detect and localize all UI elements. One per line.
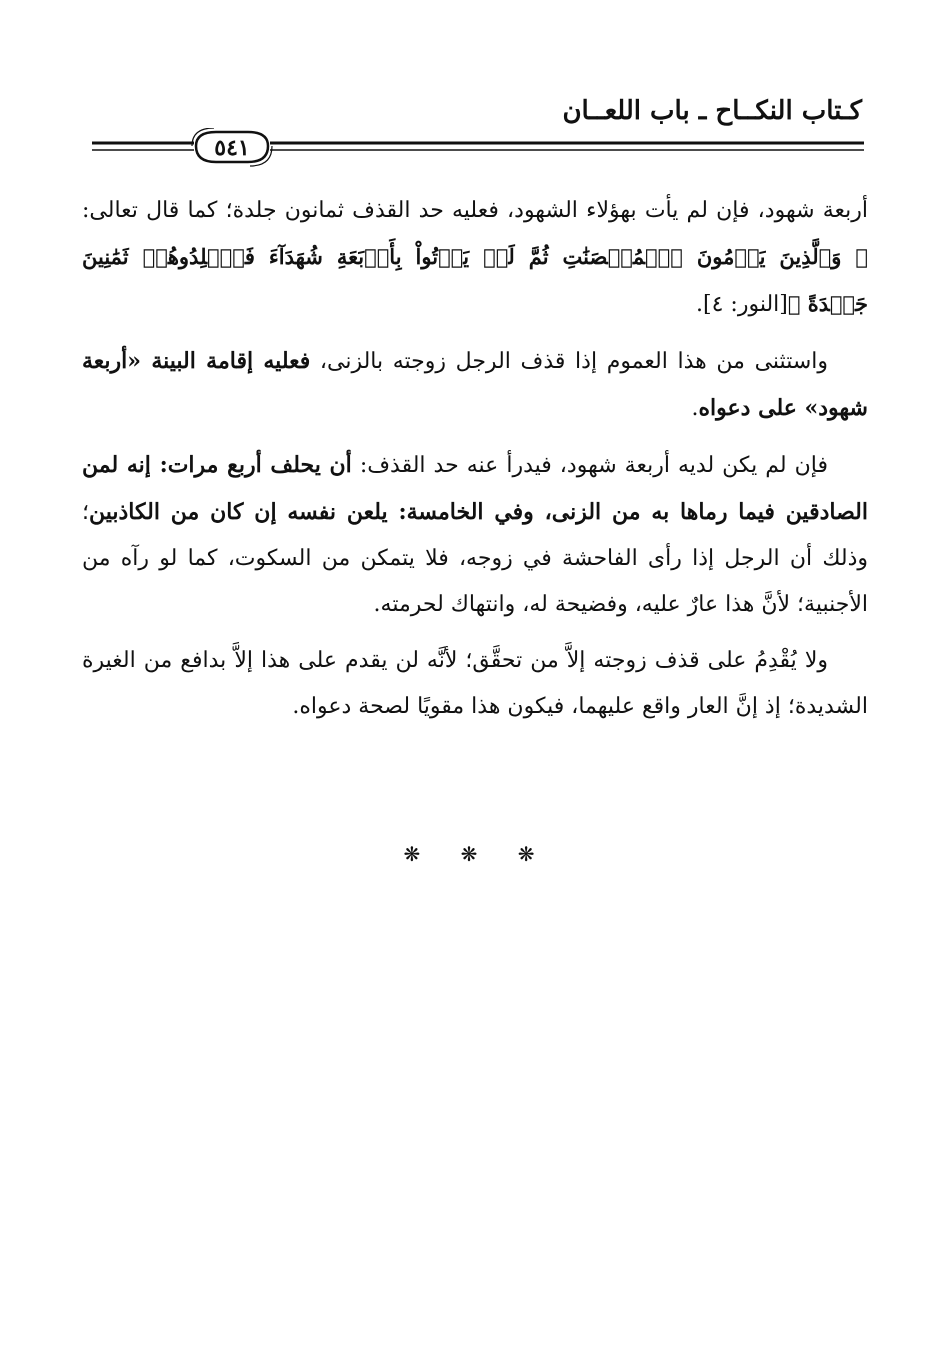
paragraph-text: أربعة شهود، فإن لم يأت بهؤلاء الشهود، فعليه حد القذف ثمانون جلدة؛ كما قال تعالى: [82, 198, 868, 223]
paragraph [82, 188, 868, 328]
verse-reference: [النور: ٤]. [696, 292, 788, 317]
paragraph-text: ولا يُقْدِمُ على قذف زوجته إلاَّ من تحقَّق؛ لأنَّه لن يقدم على هذا إلاَّ بدافع من الغيرة الشديدة؛ إذ إنَّ العار واقع عليهما، فيكون هذا مقويًا لصحة دعواه. [82, 648, 868, 719]
main-text [82, 188, 868, 740]
paragraph-text: . [691, 396, 699, 421]
paragraph [82, 442, 868, 628]
paragraph-text: واستثنى من هذا العموم إذا قذف الرجل زوجته بالزنى، [310, 349, 828, 374]
paragraph-text: فإن لم يكن لديه أربعة شهود، فيدرأ عنه حد القذف: [351, 453, 828, 478]
paragraph-bold-text: فعليه إقامة البينة «أربعة شهود» على دعواه [82, 348, 868, 421]
quran-verse: ﴿ وَٱلَّذِينَ يَرۡمُونَ ٱلۡمُحۡصَنَٰتِ ثُمَّ لَمۡ يَأۡتُواْ بِأَرۡبَعَةِ شُهَدَآءَ فَٱجۡلِدُوهُمۡ ثَمَٰنِينَ جَلۡدَةً ﴾ [82, 244, 868, 316]
paragraph [82, 338, 868, 432]
page-number: ٥٤١ [214, 135, 250, 161]
running-title: كـتاب النكــاح ـ باب اللعــان [562, 96, 862, 126]
section-separator: ❋ ❋ ❋ [403, 842, 537, 866]
paragraph-bold-text: أن يحلف أربع مرات: إنه لمن الصادقين فيما رماها به من الزنى، وفي الخامسة: يلعن نفسه إن كان من الكاذبين [82, 452, 868, 525]
paragraph-text: ؛ وذلك أن الرجل إذا رأى الفاحشة في زوجه، فلا يتمكن من السكوت، كما لو رآه من الأجنبية؛ لأنَّ هذا عارٌ عليه، وفضيحة له، وانتهاك لحرمته. [82, 500, 868, 617]
paragraph [82, 638, 868, 730]
